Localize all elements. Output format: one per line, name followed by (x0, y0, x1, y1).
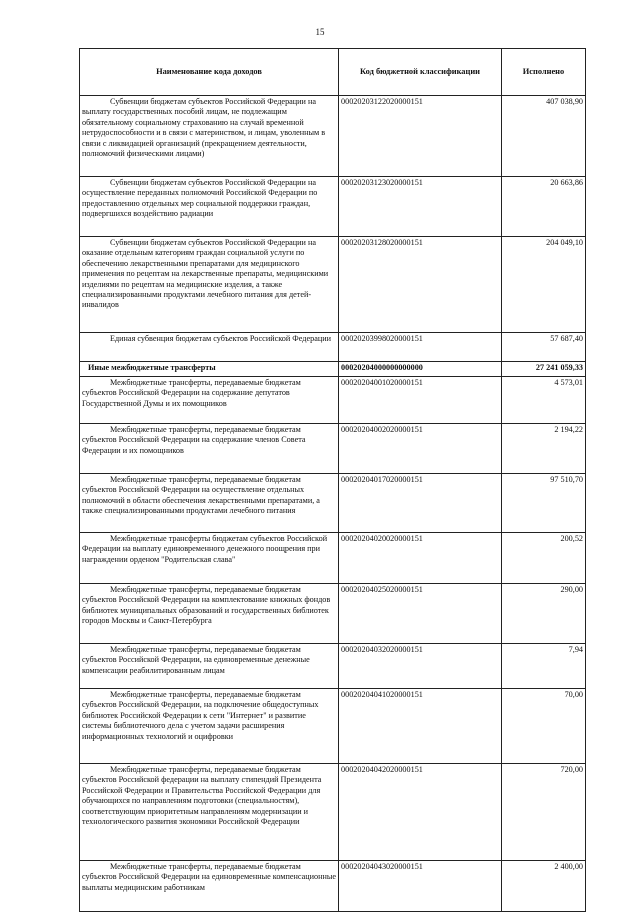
executed-amount-cell: 57 687,40 (502, 333, 586, 362)
table-row (80, 533, 586, 584)
budget-code-cell: 00020203122020000151 (339, 96, 502, 177)
budget-code-cell: 00020204000000000000 (339, 362, 502, 377)
budget-code-cell: 00020204043020000151 (339, 861, 502, 912)
executed-amount-cell: 70,00 (502, 689, 586, 764)
budget-code-cell: 00020204041020000151 (339, 689, 502, 764)
executed-amount-cell: 204 049,10 (502, 237, 586, 333)
budget-code-cell: 00020204001020000151 (339, 377, 502, 424)
table-body (80, 96, 586, 912)
table-row (80, 377, 586, 424)
executed-amount-cell: 27 241 059,33 (502, 362, 586, 377)
table-row (80, 237, 586, 333)
budget-code-cell: 00020204032020000151 (339, 644, 502, 689)
revenue-name-cell: Субвенции бюджетам субъектов Российской Федерации на осуществление переданных полномочий Российской Федерации по предоставлению отдельных мер социальной поддержки граждан, подвергшихся воздействию радиации (80, 177, 339, 237)
table-row (80, 333, 586, 362)
executed-amount-cell: 290,00 (502, 584, 586, 644)
executed-amount-cell: 2 194,22 (502, 424, 586, 474)
table-row (80, 362, 586, 377)
table-row (80, 689, 586, 764)
revenue-name-cell: Межбюджетные трансферты бюджетам субъектов Российской Федерации на выплату единовременного денежного поощрения при награждении орденом "Родительская слава" (80, 533, 339, 584)
budget-code-cell: 00020203998020000151 (339, 333, 502, 362)
header-code: Код бюджетной классификации (339, 49, 502, 96)
executed-amount-cell: 407 038,90 (502, 96, 586, 177)
revenue-table (79, 48, 586, 912)
executed-amount-cell: 97 510,70 (502, 474, 586, 533)
budget-code-cell: 00020204042020000151 (339, 764, 502, 861)
table-row (80, 861, 586, 912)
revenue-name-cell: Межбюджетные трансферты, передаваемые бюджетам субъектов Российской Федерации, на подключение общедоступных библиотек Российской Федерации к сети "Интернет" и развитие системы библиотечного дела с учетом задачи расширения информационных технологий и оцифровки (80, 689, 339, 764)
table-row (80, 177, 586, 237)
table-row (80, 764, 586, 861)
table-row (80, 584, 586, 644)
table-row (80, 424, 586, 474)
revenue-name-cell: Единая субвенция бюджетам субъектов Российской Федерации (80, 333, 339, 362)
revenue-name-cell: Межбюджетные трансферты, передаваемые бюджетам субъектов Российской Федерации на комплектование книжных фондов библиотек муниципальных образований и государственных библиотек городов Москвы и Санкт-Петербурга (80, 584, 339, 644)
executed-amount-cell: 720,00 (502, 764, 586, 861)
table-header-row (80, 49, 586, 96)
revenue-name-cell: Иные межбюджетные трансферты (80, 362, 339, 377)
executed-amount-cell: 4 573,01 (502, 377, 586, 424)
revenue-name-cell: Субвенции бюджетам субъектов Российской Федерации на выплату государственных пособий лицам, не подлежащим обязательному социальному страхованию на случай временной нетрудоспособности и в связи с материнством, и лицам, уволенным в связи с ликвидацией организаций (прекращением деятельности, полномочий физическими лицами) (80, 96, 339, 177)
executed-amount-cell: 200,52 (502, 533, 586, 584)
revenue-name-cell: Межбюджетные трансферты, передаваемые бюджетам субъектов Российской Федерации, на единовременные денежные компенсации реабилитированным лицам (80, 644, 339, 689)
revenue-name-cell: Межбюджетные трансферты, передаваемые бюджетам субъектов Российской Федерации на осуществление отдельных полномочий в области обеспечения лекарственными препаратами, а также специализированными продуктами лечебного питания (80, 474, 339, 533)
table-row (80, 644, 586, 689)
budget-code-cell: 00020204002020000151 (339, 424, 502, 474)
executed-amount-cell: 2 400,00 (502, 861, 586, 912)
revenue-name-cell: Межбюджетные трансферты, передаваемые бюджетам субъектов Российской федерации на выплату стипендий Президента Российской Федерации и Правительства Российской Федерации для обучающихся по направлениям подготовки (специальностям), соответствующим приоритетным направлениям модернизации и технологического развития экономики Российской Федерации (80, 764, 339, 861)
header-name: Наименование кода доходов (80, 49, 339, 96)
budget-code-cell: 00020203123020000151 (339, 177, 502, 237)
executed-amount-cell: 20 663,86 (502, 177, 586, 237)
budget-code-cell: 00020203128020000151 (339, 237, 502, 333)
revenue-name-cell: Межбюджетные трансферты, передаваемые бюджетам субъектов Российской Федерации на содержание членов Совета Федерации и их помощников (80, 424, 339, 474)
page-number: 15 (315, 27, 325, 37)
budget-code-cell: 00020204025020000151 (339, 584, 502, 644)
table-row (80, 474, 586, 533)
revenue-name-cell: Межбюджетные трансферты, передаваемые бюджетам субъектов Российской Федерации на единовременные компенсационные выплаты медицинским работникам (80, 861, 339, 912)
table-row (80, 96, 586, 177)
budget-code-cell: 00020204017020000151 (339, 474, 502, 533)
revenue-name-cell: Межбюджетные трансферты, передаваемые бюджетам субъектов Российской Федерации на содержание депутатов Государственной Думы и их помощников (80, 377, 339, 424)
budget-code-cell: 00020204020020000151 (339, 533, 502, 584)
revenue-name-cell: Субвенции бюджетам субъектов Российской Федерации на оказание отдельным категориям граждан социальной услуги по обеспечению лекарственными препаратами для медицинского применения по рецептам на лекарственные препараты, медицинскими изделиями по рецептам на медицинские изделия, а также специализированными продуктами лечебного питания для детей-инвалидов (80, 237, 339, 333)
header-value: Исполнено (502, 49, 586, 96)
executed-amount-cell: 7,94 (502, 644, 586, 689)
